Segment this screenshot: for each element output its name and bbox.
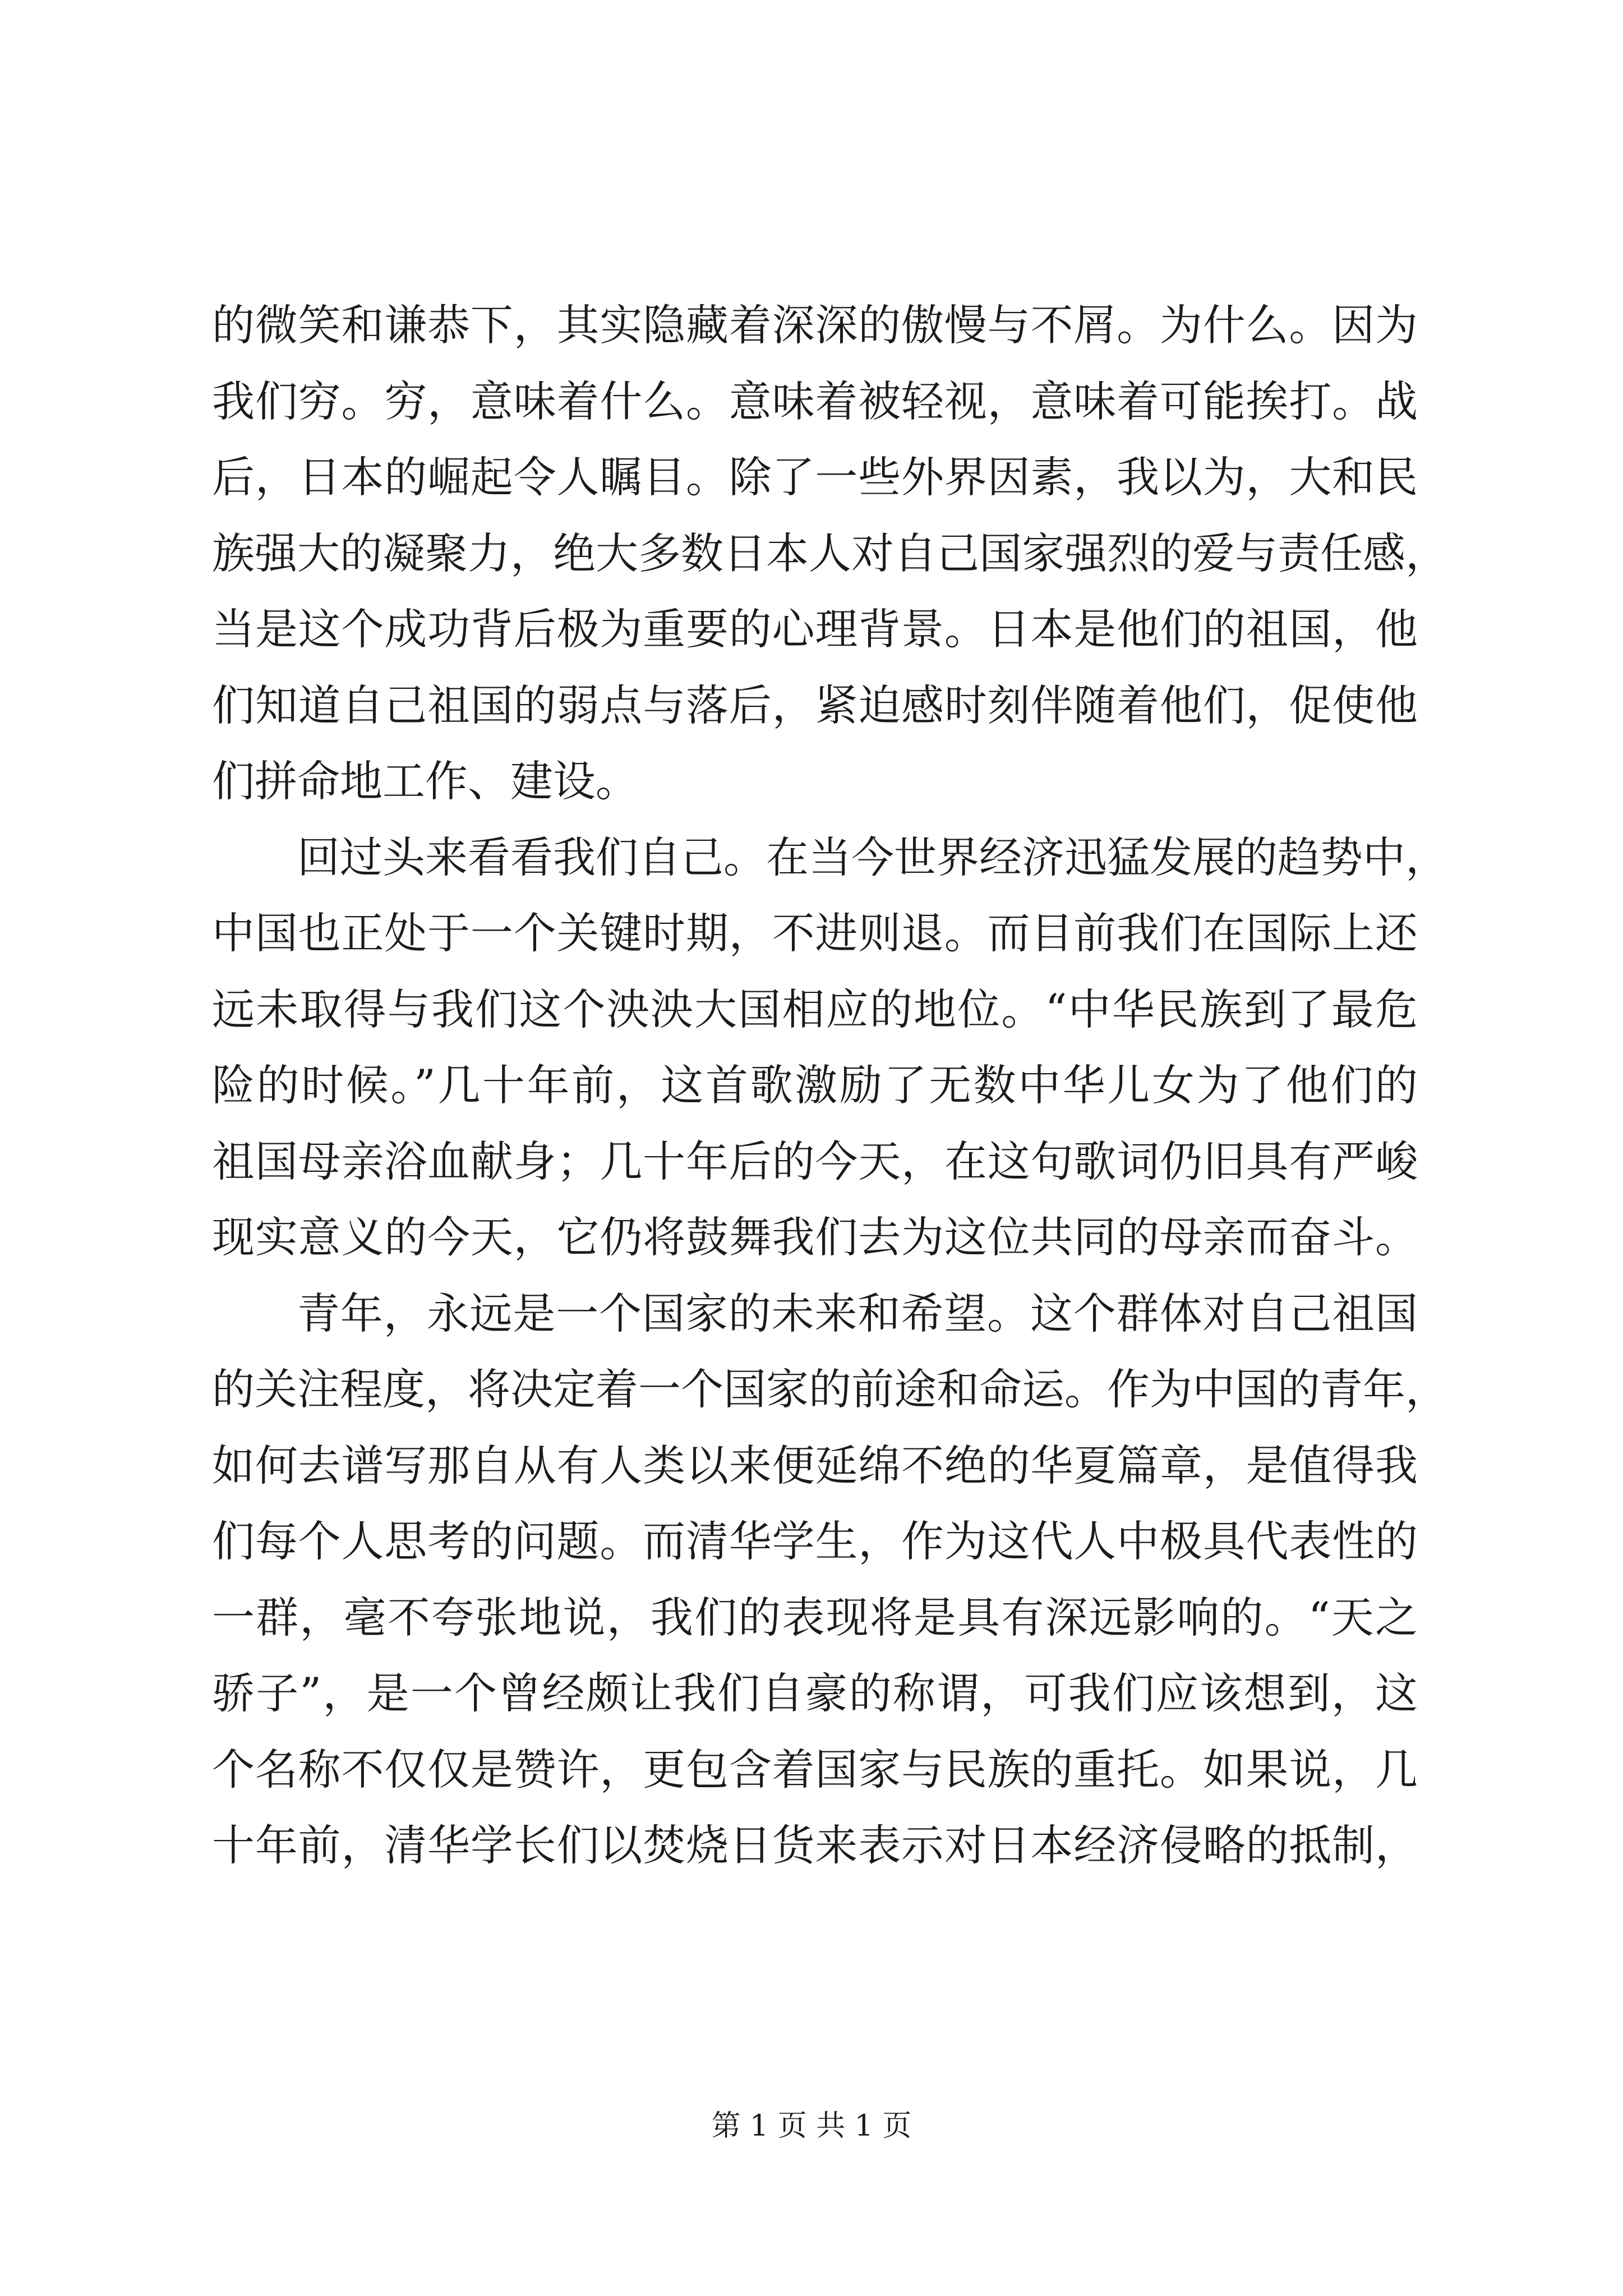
text-line: 青年，永远是一个国家的未来和希望。这个群体对自己祖国	[297, 1288, 1418, 1338]
text-line: 远未取得与我们这个泱泱大国相应的地位。“中华民族到了最危	[212, 984, 1418, 1034]
text-line: 回过头来看看我们自己。在当今世界经济迅猛发展的趋势中，	[297, 832, 1448, 882]
text-line: 的关注程度，将决定着一个国家的前途和命运。作为中国的青年，	[212, 1364, 1448, 1414]
text-line: 如何去谱写那自从有人类以来便延绵不绝的华夏篇章，是值得我	[212, 1440, 1418, 1490]
text-line: 族强大的凝聚力，绝大多数日本人对自己国家强烈的爱与责任感，	[212, 528, 1448, 578]
text-line: 险的时候。”几十年前，这首歌激励了无数中华儿女为了他们的	[212, 1060, 1418, 1110]
text-line: 一群，毫不夸张地说，我们的表现将是具有深远影响的。“天之	[212, 1592, 1418, 1642]
text-line: 祖国母亲浴血献身；几十年后的今天，在这句歌词仍旧具有严峻	[212, 1136, 1418, 1186]
text-line: 们每个人思考的问题。而清华学生，作为这代人中极具代表性的	[212, 1516, 1418, 1566]
text-line: 个名称不仅仅是赞许，更包含着国家与民族的重托。如果说，几	[212, 1744, 1418, 1795]
text-line: 后，日本的崛起令人瞩目。除了一些外界因素，我以为，大和民	[212, 452, 1418, 502]
text-line: 现实意义的今天，它仍将鼓舞我们去为这位共同的母亲而奋斗。	[212, 1212, 1418, 1262]
text-line: 们拼命地工作、建设。	[212, 756, 638, 806]
text-line: 中国也正处于一个关键时期，不进则退。而目前我们在国际上还	[212, 908, 1418, 958]
document-body	[212, 287, 1448, 1884]
page-footer: 第 1 页 共 1 页	[711, 2109, 912, 2143]
text-line: 骄子”，是一个曾经颇让我们自豪的称谓，可我们应该想到，这	[212, 1668, 1418, 1718]
text-line: 十年前，清华学长们以焚烧日货来表示对日本经济侵略的抵制，	[212, 1820, 1418, 1870]
paragraph-2	[212, 820, 1448, 1276]
text-line: 我们穷。穷，意味着什么。意味着被轻视，意味着可能挨打。战	[212, 376, 1418, 426]
text-line: 当是这个成功背后极为重要的心理背景。日本是他们的祖国，他	[212, 604, 1418, 654]
paragraph-3	[212, 1276, 1448, 1884]
paragraph-1	[212, 287, 1448, 820]
text-line: 们知道自己祖国的弱点与落后，紧迫感时刻伴随着他们，促使他	[212, 680, 1418, 730]
text-line: 的微笑和谦恭下，其实隐藏着深深的傲慢与不屑。为什么。因为	[212, 300, 1418, 350]
